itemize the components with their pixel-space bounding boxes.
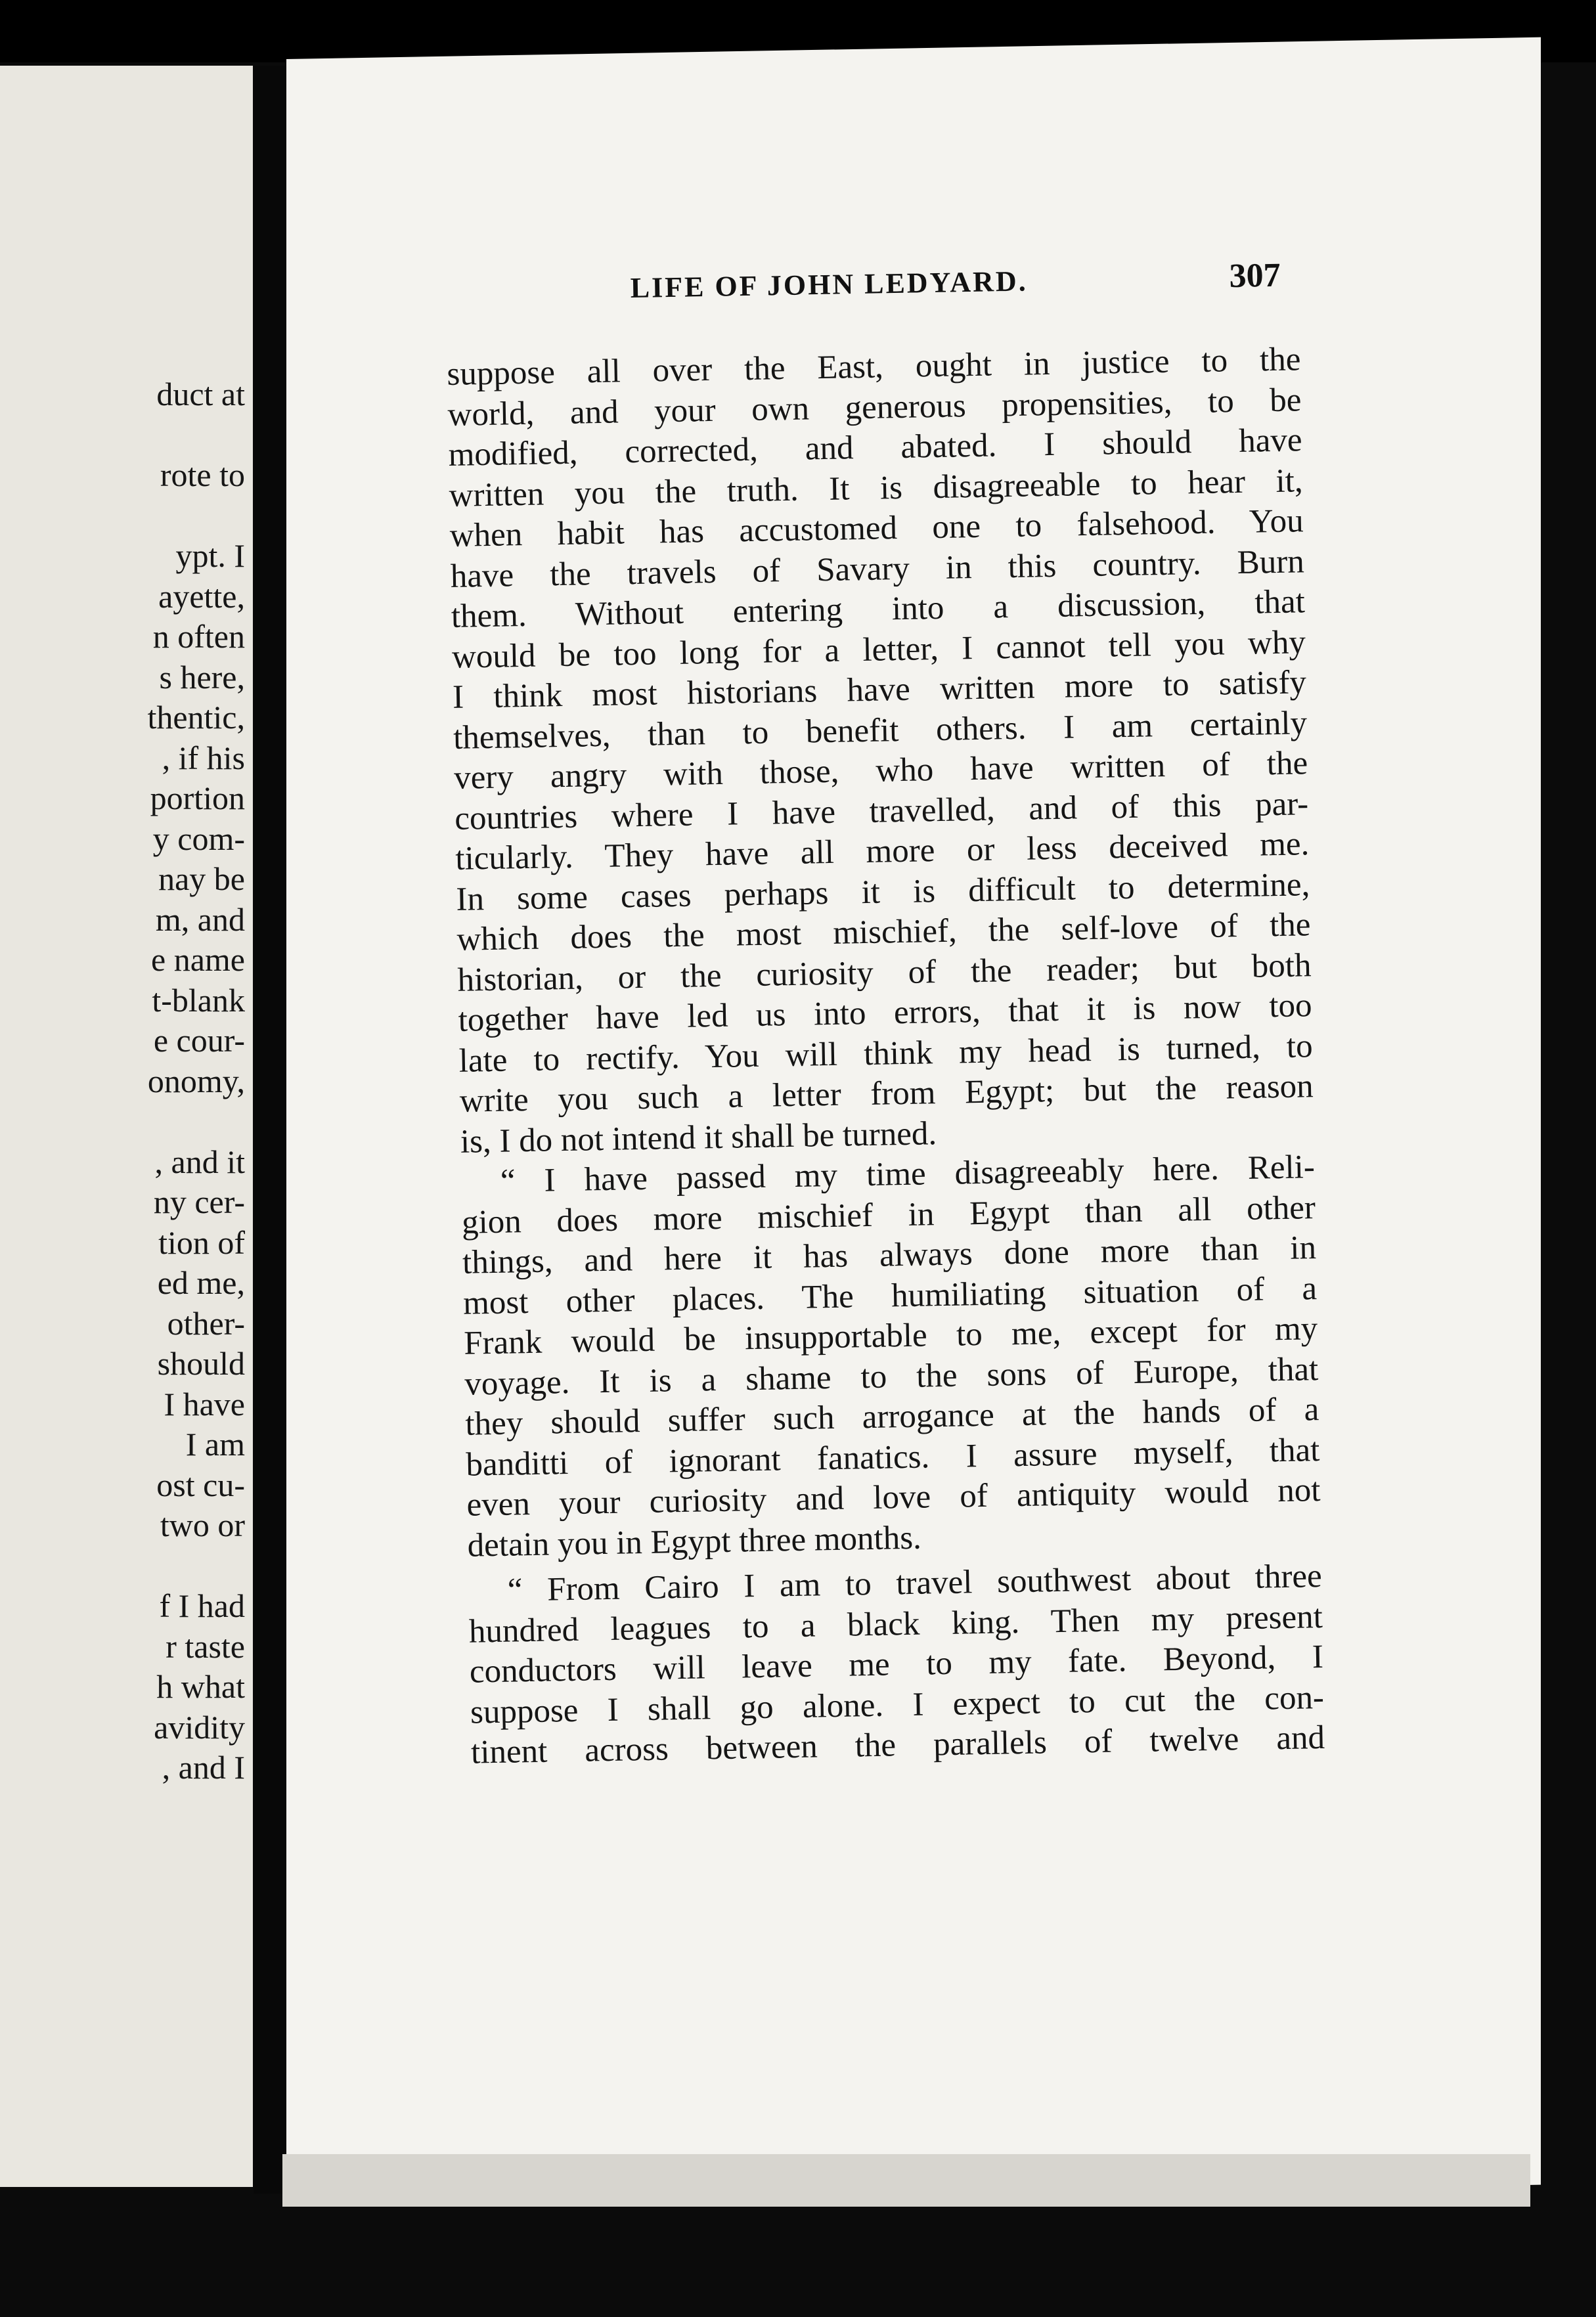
text-line: detain you in Egypt three months. (467, 1519, 922, 1564)
text-line: In some cases perhaps it is difficult to determine, (455, 866, 1310, 918)
left-line (0, 415, 245, 456)
left-line: ed me, (157, 1264, 245, 1301)
left-line: other- (167, 1304, 245, 1342)
text-line: tinent across between the parallels of twelve and (470, 1719, 1325, 1771)
text-line: “ I have passed my time disagreeably here. Reli- (500, 1149, 1316, 1200)
text-line: even your curiosity and love of antiquity would not (466, 1472, 1321, 1524)
left-line (0, 1546, 245, 1587)
text-line: world, and your own generous propensities, to be (447, 381, 1302, 433)
text-line: would be too long for a letter, I cannot tell you why (451, 623, 1306, 676)
running-title: LIFE OF JOHN LEDYARD. (630, 265, 1029, 305)
left-line: should (157, 1345, 245, 1382)
text-line: very angry with those, who have written of the (453, 745, 1308, 797)
left-line: , if his (162, 739, 245, 776)
text-line: which does the most mischief, the self-love of the (456, 906, 1311, 958)
body-text (447, 340, 1325, 1773)
text-line: hundred leagues to a black king. Then my present (468, 1598, 1323, 1650)
left-line (0, 496, 245, 537)
left-line: duct at (156, 376, 245, 412)
left-line: , and it (154, 1143, 245, 1180)
text-line: gion does more mischief in Egypt than all other (461, 1189, 1316, 1241)
left-line: y com- (152, 820, 245, 857)
left-line: portion (150, 780, 245, 816)
left-line: e name (151, 941, 245, 978)
left-line: , and I (162, 1749, 245, 1786)
left-line: r taste (166, 1627, 245, 1665)
text-line: together have led us into errors, that it is now too (458, 987, 1312, 1039)
left-line: f I had (159, 1587, 245, 1624)
text-line: suppose all over the East, ought in justice to the (447, 341, 1301, 393)
left-line: rote to (160, 456, 245, 493)
left-line: tion of (158, 1224, 245, 1261)
text-line: them. Without entering into a discussion, that (451, 583, 1306, 635)
left-line: m, and (155, 900, 245, 938)
text-line: they should suffer such arrogance at the hands of a (464, 1391, 1319, 1443)
left-line: ost cu- (156, 1466, 245, 1503)
left-line: thentic, (147, 699, 245, 736)
left-line: I am (185, 1426, 245, 1463)
text-line: when habit has accustomed one to falsehood. You (449, 502, 1304, 554)
text-line: ticularly. They have all more or less deceived me. (454, 826, 1310, 877)
text-line: I think most historians have written more to satisfy (452, 664, 1307, 716)
page-bottom-edge (282, 2154, 1530, 2207)
left-line: I have (164, 1385, 245, 1423)
left-line: ayette, (158, 577, 245, 615)
left-line: e cour- (153, 1022, 245, 1059)
text-line: conductors will leave me to my fate. Beyond, I (469, 1639, 1324, 1690)
text-line: things, and here it has always done more than in (462, 1229, 1317, 1281)
left-line: h what (156, 1668, 245, 1705)
left-line: avidity (154, 1708, 245, 1746)
text-line: banditti of ignorant fanatics. I assure myself, that (466, 1431, 1320, 1484)
text-line: is, I do not intend it shall be turned. (460, 1114, 937, 1160)
text-line: Frank would be insupportable to me, except for my (463, 1310, 1318, 1362)
left-line: ny cer- (153, 1183, 245, 1220)
left-line: s here, (159, 658, 245, 695)
text-line: written you the truth. It is disagreeable to hear it, (449, 462, 1304, 514)
text-line: write you such a letter from Egypt; but the reason (459, 1068, 1314, 1120)
left-page (0, 66, 253, 2187)
text-line: “ From Cairo I am to travel southwest about three (507, 1558, 1323, 1609)
left-line: t-blank (152, 981, 245, 1019)
left-line: ypt. I (175, 537, 245, 574)
text-line: have the travels of Savary in this country. Burn (450, 542, 1305, 595)
text-line: suppose I shall go alone. I expect to cut the con- (470, 1679, 1325, 1731)
text-line: countries where I have travelled, and of this par- (454, 785, 1309, 837)
left-line: onomy, (147, 1062, 245, 1099)
text-line: historian, or the curiosity of the reader; but both (457, 946, 1312, 999)
left-page-text (0, 374, 245, 1788)
text-line: modified, corrected, and abated. I should have (448, 422, 1302, 474)
text-line: themselves, than to benefit others. I am certainly (453, 704, 1308, 757)
left-line: two or (160, 1507, 245, 1543)
left-line: nay be (158, 860, 245, 897)
text-line: late to rectify. You will think my head is turned, to (458, 1027, 1314, 1080)
text-line: most other places. The humiliating situation of a (462, 1269, 1318, 1322)
text-line: voyage. It is a shame to the sons of Europe, that (464, 1350, 1319, 1403)
left-line (0, 1101, 245, 1142)
left-line: n often (152, 618, 245, 655)
page-number: 307 (1229, 256, 1281, 296)
book-gutter (254, 66, 286, 2194)
